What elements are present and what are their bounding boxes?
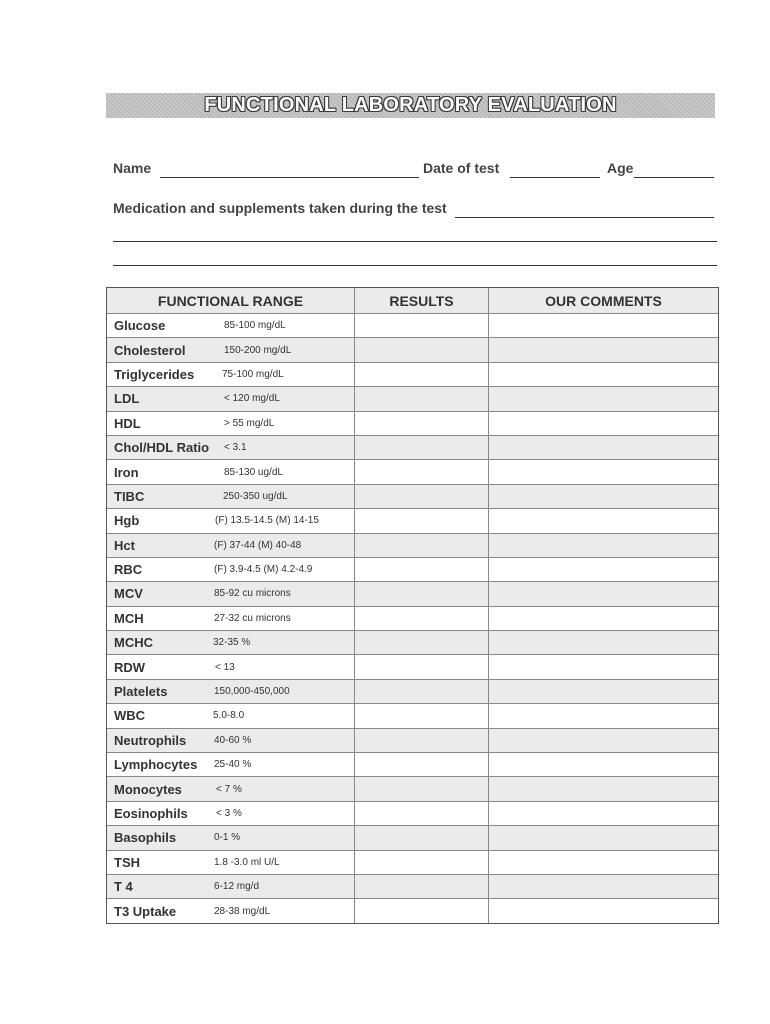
- header-functional-range: FUNCTIONAL RANGE: [157, 292, 304, 309]
- functional-range: < 3.1: [224, 442, 247, 454]
- test-name: Triglycerides: [114, 366, 195, 382]
- table-row: [107, 533, 718, 557]
- table-row: [107, 850, 718, 874]
- result-cell[interactable]: [354, 387, 488, 410]
- test-name: Chol/HDL Ratio: [114, 440, 210, 456]
- test-name: Neutrophils: [114, 732, 187, 748]
- functional-range: 85-100 mg/dL: [224, 320, 286, 332]
- result-cell[interactable]: [354, 631, 488, 654]
- table-row: [107, 557, 718, 581]
- table-row: [107, 776, 718, 800]
- result-cell[interactable]: [354, 558, 488, 581]
- result-cell[interactable]: [354, 485, 488, 508]
- age-label: Age: [607, 160, 634, 176]
- table-row: [107, 703, 718, 727]
- functional-range: 25-40 %: [214, 759, 252, 771]
- comment-cell[interactable]: [488, 826, 718, 849]
- test-name: Glucose: [114, 318, 166, 334]
- comment-cell[interactable]: [488, 436, 718, 459]
- table-row: [107, 874, 718, 898]
- table-row: [107, 606, 718, 630]
- result-cell[interactable]: [354, 777, 488, 800]
- comment-cell[interactable]: [488, 729, 718, 752]
- table-row: [107, 484, 718, 508]
- test-cell: [107, 777, 354, 800]
- test-name: MCHC: [114, 635, 153, 651]
- result-cell[interactable]: [354, 412, 488, 435]
- functional-range: 250-350 ug/dL: [223, 490, 288, 502]
- functional-range: 40-60 %: [214, 734, 252, 746]
- medication-label: Medication and supplements taken during the test: [113, 200, 447, 216]
- result-cell[interactable]: [354, 680, 488, 703]
- test-cell: [107, 460, 354, 483]
- table-row: [107, 630, 718, 654]
- table-row: [107, 362, 718, 386]
- result-cell[interactable]: [354, 314, 488, 337]
- comment-cell[interactable]: [488, 851, 718, 874]
- comment-cell[interactable]: [488, 607, 718, 630]
- test-cell: [107, 582, 354, 605]
- comment-cell[interactable]: [488, 582, 718, 605]
- table-row: [107, 435, 718, 459]
- comment-cell[interactable]: [488, 875, 718, 898]
- test-name: Lymphocytes: [114, 757, 198, 773]
- functional-range: 85-130 ug/dL: [224, 466, 283, 478]
- functional-range: 27-32 cu microns: [214, 612, 291, 624]
- result-cell[interactable]: [354, 582, 488, 605]
- test-cell: [107, 314, 354, 337]
- comment-cell[interactable]: [488, 655, 718, 678]
- test-cell: [107, 631, 354, 654]
- comment-cell[interactable]: [488, 680, 718, 703]
- medication-line-2[interactable]: [113, 241, 717, 242]
- test-name: Eosinophils: [114, 806, 188, 821]
- test-cell: [107, 363, 354, 386]
- test-name: WBC: [114, 708, 146, 724]
- result-cell[interactable]: [354, 802, 488, 825]
- table-row: [107, 752, 718, 776]
- test-name: T3 Uptake: [114, 903, 177, 919]
- table-row: [107, 728, 718, 752]
- test-name: HDL: [114, 415, 141, 431]
- table-row: [107, 825, 718, 849]
- comment-cell[interactable]: [488, 558, 718, 581]
- table-header-row: [107, 288, 718, 313]
- test-cell: [107, 826, 354, 849]
- test-cell: [107, 485, 354, 508]
- comment-cell[interactable]: [488, 387, 718, 410]
- functional-range: < 3 %: [216, 808, 242, 819]
- page-title: FUNCTIONAL LABORATORY EVALUATION: [204, 94, 617, 116]
- medication-line-3[interactable]: [113, 265, 717, 266]
- functional-range: 28-38 mg/dL: [214, 905, 271, 917]
- table-row: [107, 508, 718, 532]
- test-cell: [107, 802, 354, 825]
- table-row: [107, 313, 718, 337]
- table-row: [107, 581, 718, 605]
- comment-cell[interactable]: [488, 412, 718, 435]
- name-field[interactable]: [160, 177, 419, 178]
- comment-cell[interactable]: [488, 704, 718, 727]
- comment-cell[interactable]: [488, 753, 718, 776]
- functional-range: > 55 mg/dL: [224, 417, 275, 429]
- comment-cell[interactable]: [488, 802, 718, 825]
- comment-cell[interactable]: [488, 314, 718, 337]
- functional-range: < 120 mg/dL: [224, 393, 280, 405]
- medication-field[interactable]: [455, 217, 714, 218]
- table-row: [107, 337, 718, 361]
- table-row: [107, 898, 718, 922]
- comment-cell[interactable]: [488, 534, 718, 557]
- test-name: Hgb: [114, 513, 140, 529]
- result-cell[interactable]: [354, 851, 488, 874]
- comment-cell[interactable]: [488, 338, 718, 361]
- header-results: RESULTS: [354, 288, 488, 313]
- functional-range: 75-100 mg/dL: [222, 368, 284, 380]
- test-cell: [107, 412, 354, 435]
- comment-cell[interactable]: [488, 777, 718, 800]
- test-name: Platelets: [114, 684, 168, 700]
- test-cell: [107, 680, 354, 703]
- comment-cell[interactable]: [488, 363, 718, 386]
- functional-range: (F) 13.5-14.5 (M) 14-15: [215, 515, 319, 527]
- result-cell[interactable]: [354, 534, 488, 557]
- test-cell: [107, 509, 354, 532]
- functional-range: < 7 %: [216, 783, 242, 795]
- result-cell[interactable]: [354, 607, 488, 630]
- test-cell: [107, 899, 354, 922]
- test-cell: [107, 729, 354, 752]
- result-cell[interactable]: [354, 363, 488, 386]
- functional-range: 0-1 %: [214, 832, 241, 844]
- functional-range: < 13: [215, 661, 235, 673]
- test-name: LDL: [114, 391, 140, 407]
- test-cell: [107, 851, 354, 874]
- result-cell[interactable]: [354, 753, 488, 776]
- functional-range: 85-92 cu microns: [214, 588, 291, 600]
- test-cell: [107, 387, 354, 410]
- test-name: RDW: [114, 659, 146, 675]
- test-cell: [107, 338, 354, 361]
- comment-cell[interactable]: [488, 485, 718, 508]
- comment-cell[interactable]: [488, 631, 718, 654]
- result-cell[interactable]: [354, 875, 488, 898]
- table-row: [107, 459, 718, 483]
- table-row: [107, 679, 718, 703]
- test-cell: [107, 704, 354, 727]
- result-cell[interactable]: [354, 655, 488, 678]
- comment-cell[interactable]: [488, 899, 718, 922]
- table-row: [107, 801, 718, 825]
- test-cell: [107, 655, 354, 678]
- test-name: Hct: [114, 537, 135, 553]
- functional-range: (F) 37-44 (M) 40-48: [214, 539, 302, 551]
- functional-range: (F) 3.9-4.5 (M) 4.2-4.9: [214, 564, 313, 576]
- test-cell: [107, 558, 354, 581]
- table-row: [107, 386, 718, 410]
- functional-range: 150-200 mg/dL: [224, 344, 292, 356]
- test-name: RBC: [114, 562, 143, 578]
- title-banner: [106, 93, 715, 118]
- comment-cell[interactable]: [488, 460, 718, 483]
- test-cell: [107, 875, 354, 898]
- result-cell[interactable]: [354, 460, 488, 483]
- header-our-comments: OUR COMMENTS: [488, 288, 718, 313]
- test-name: TSH: [114, 854, 140, 870]
- functional-range: 32-35 %: [213, 637, 251, 649]
- test-cell: [107, 436, 354, 459]
- functional-range: 6-12 mg/d: [214, 881, 260, 893]
- result-cell[interactable]: [354, 729, 488, 752]
- functional-range: 1.8 -3.0 ml U/L: [214, 856, 280, 868]
- result-cell[interactable]: [354, 704, 488, 727]
- result-cell[interactable]: [354, 509, 488, 532]
- test-name: MCV: [114, 586, 143, 602]
- test-name: Basophils: [114, 830, 177, 846]
- test-cell: [107, 753, 354, 776]
- test-name: Iron: [114, 464, 139, 480]
- result-cell[interactable]: [354, 826, 488, 849]
- date-of-test-label: Date of test: [423, 160, 500, 176]
- lab-table: [106, 287, 719, 924]
- test-name: MCH: [114, 610, 144, 626]
- table-row: [107, 654, 718, 678]
- result-cell[interactable]: [354, 899, 488, 922]
- functional-range: 150,000-450,000: [214, 686, 290, 698]
- test-name: Monocytes: [114, 781, 182, 797]
- result-cell[interactable]: [354, 338, 488, 361]
- age-field[interactable]: [634, 177, 714, 178]
- comment-cell[interactable]: [488, 509, 718, 532]
- test-name: TIBC: [114, 488, 145, 504]
- test-cell: [107, 534, 354, 557]
- result-cell[interactable]: [354, 436, 488, 459]
- test-name: Cholesterol: [114, 342, 186, 358]
- test-name: T 4: [114, 879, 133, 895]
- test-cell: [107, 607, 354, 630]
- table-row: [107, 411, 718, 435]
- name-label: Name: [113, 160, 152, 176]
- date-of-test-field[interactable]: [510, 177, 600, 178]
- functional-range: 5.0-8.0: [213, 710, 245, 722]
